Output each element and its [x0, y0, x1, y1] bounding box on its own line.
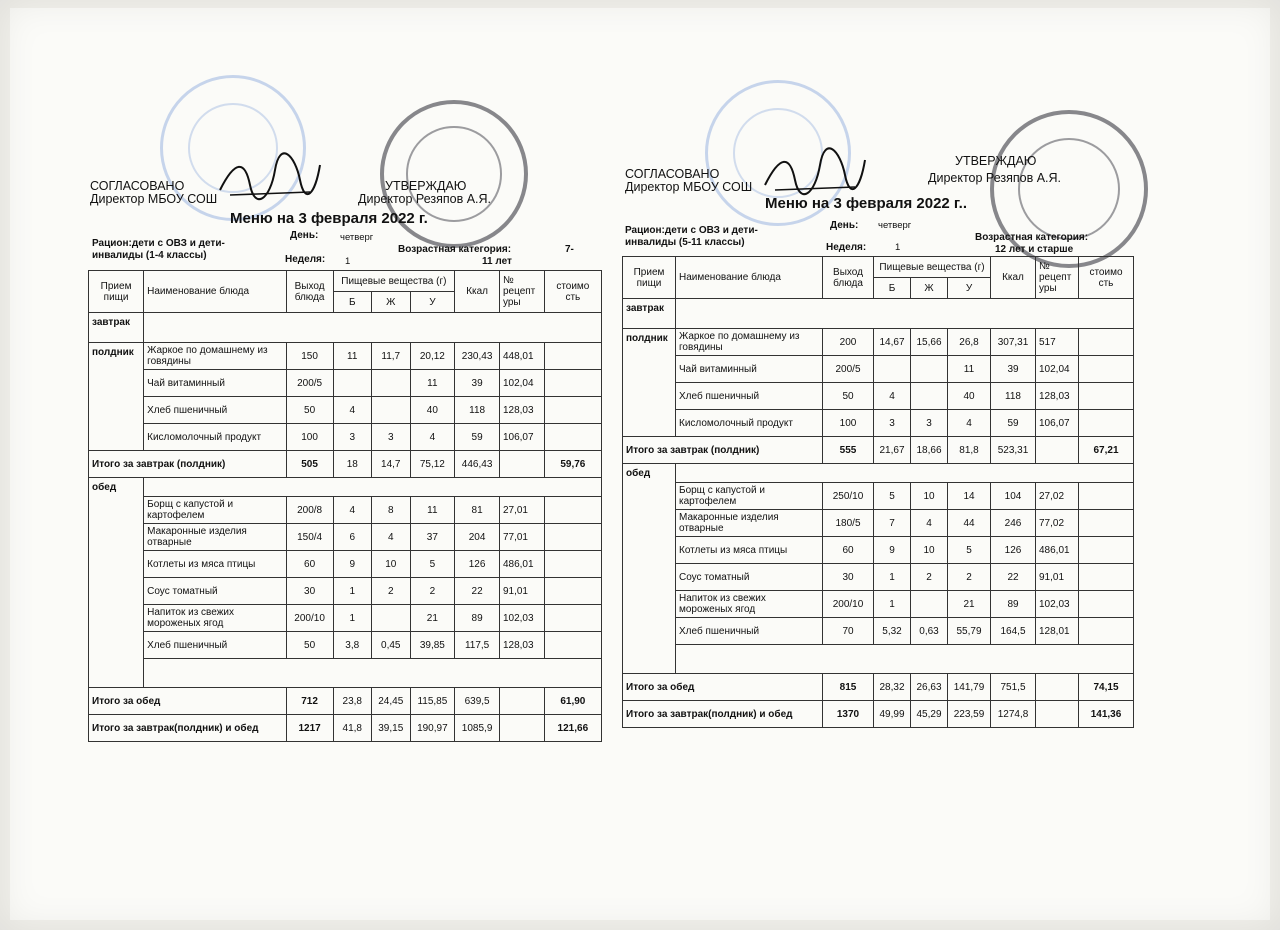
table-row: Макаронные изделия отварные 180/5 7 4 44 246 77,02	[623, 510, 1134, 537]
table-row: Чай витаминный 200/5 11 39 102,04	[623, 356, 1134, 383]
lunch-label: обед	[89, 478, 144, 688]
approved-label: УТВЕРЖДАЮ	[385, 179, 467, 193]
age-label: Возрастная категория:	[398, 244, 512, 255]
table-row: полдник Жаркое по домашнему из говядины 150 11 11,7 20,12 230,43 448,01	[89, 343, 602, 370]
col-b: Б	[874, 278, 911, 299]
table-row: Чай витаминный 200/5 11 39 102,04	[89, 370, 602, 397]
snack-label: полдник	[623, 329, 676, 437]
week-value: 1	[895, 242, 901, 253]
left-menu-table	[88, 270, 602, 742]
breakfast-label: завтрак	[623, 299, 676, 329]
lunch-total-row: Итого за обед 815 28,32 26,63 141,79 751,5 74,15	[623, 674, 1134, 701]
col-recipe: № рецепт уры	[499, 271, 544, 313]
menu-title: Меню на 3 февраля 2022 г.	[230, 210, 428, 227]
col-kcal: Ккал	[455, 271, 500, 313]
dish-name: Жаркое по домашнему из говядины	[144, 343, 287, 370]
col-meal: Прием пищи	[89, 271, 144, 313]
menu-title: Меню на 3 февраля 2022 г..	[765, 195, 968, 212]
table-row: Хлеб пшеничный 50 3,8 0,45 39,85 117,5 128,03	[89, 632, 602, 659]
day-value: четверг	[878, 220, 912, 231]
week-label: Неделя:	[826, 242, 867, 253]
col-u: У	[948, 278, 991, 299]
table-row: Кисломолочный продукт 100 3 3 4 59 106,07	[623, 410, 1134, 437]
col-b: Б	[333, 292, 372, 313]
agreed-label: СОГЛАСОВАНО	[90, 179, 185, 193]
col-u: У	[410, 292, 455, 313]
table-row: Кисломолочный продукт 100 3 3 4 59 106,07	[89, 424, 602, 451]
breakfast-label: завтрак	[89, 313, 144, 343]
ration-label: Рацион:дети с ОВЗ и дети-	[92, 238, 225, 249]
table-row: Котлеты из мяса птицы 60 9 10 5 126 486,01	[623, 537, 1134, 564]
col-dish: Наименование блюда	[144, 271, 287, 313]
ration-label-2: инвалиды (5-11 классы)	[625, 237, 745, 248]
lunch-label-row	[623, 464, 1134, 483]
approved-label: УТВЕРЖДАЮ	[955, 154, 1037, 168]
right-menu-table	[622, 256, 1134, 728]
day-label: День:	[830, 220, 859, 231]
snack-label: полдник	[89, 343, 144, 451]
col-zh: Ж	[911, 278, 948, 299]
col-cost: стоимо сть	[544, 271, 601, 313]
table-row: Хлеб пшеничный 70 5,32 0,63 55,79 164,5 128,01	[623, 618, 1134, 645]
ration-label-2: инвалиды (1-4 классы)	[92, 250, 207, 261]
lunch-label: обед	[623, 464, 676, 674]
col-meal: Прием пищи	[623, 257, 676, 299]
ration-label: Рацион:дети с ОВЗ и дети-	[625, 225, 758, 236]
table-row: Борщ с капустой и картофелем 200/8 4 8 11 81 27,01	[89, 497, 602, 524]
table-row: Борщ с капустой и картофелем 250/10 5 10 14 104 27,02	[623, 483, 1134, 510]
table-row: Соус томатный 30 1 2 2 22 91,01	[623, 564, 1134, 591]
age-value: 7-	[565, 244, 574, 255]
col-nutrients: Пищевые вещества (г)	[874, 257, 991, 278]
table-row: Хлеб пшеничный 50 4 40 118 128,03	[623, 383, 1134, 410]
agreed-label: СОГЛАСОВАНО	[625, 167, 720, 181]
agreed-by: Директор МБОУ СОШ	[625, 180, 753, 194]
table-row: Напиток из свежих мороженых ягод 200/10 1 21 89 102,03	[623, 591, 1134, 618]
col-zh: Ж	[372, 292, 411, 313]
col-yield: Выход блюда	[286, 271, 333, 313]
col-dish: Наименование блюда	[676, 257, 823, 299]
table-row: Соус томатный 30 1 2 2 22 91,01	[89, 578, 602, 605]
day-value: четверг	[340, 232, 374, 243]
breakfast-total-row: Итого за завтрак (полдник) 505 18 14,7 75,12 446,43 59,76	[89, 451, 602, 478]
approved-by: Директор Резяпов А.Я.	[928, 171, 1062, 185]
week-value: 1	[345, 256, 351, 267]
table-row: Напиток из свежих мороженых ягод 200/10 1 21 89 102,03	[89, 605, 602, 632]
day-label: День:	[290, 230, 319, 241]
age-label: Возрастная категория:	[975, 232, 1089, 243]
signature	[215, 150, 325, 210]
table-row: Котлеты из мяса птицы 60 9 10 5 126 486,01	[89, 551, 602, 578]
breakfast-total-row: Итого за завтрак (полдник) 555 21,67 18,66 81,8 523,31 67,21	[623, 437, 1134, 464]
approved-by: Директор Резяпов А.Я.	[358, 192, 492, 206]
breakfast-label-row	[89, 313, 602, 343]
breakfast-label-row	[623, 299, 1134, 329]
header-row	[89, 271, 602, 292]
lunch-total-row: Итого за обед 712 23,8 24,45 115,85 639,5 61,90	[89, 688, 602, 715]
week-label: Неделя:	[285, 254, 326, 265]
grand-total-row: Итого за завтрак(полдник) и обед 1217 41,8 39,15 190,97 1085,9 121,66	[89, 715, 602, 742]
col-kcal: Ккал	[991, 257, 1036, 299]
header-row	[623, 257, 1134, 278]
age-value-2: 11 лет	[482, 256, 512, 267]
lunch-label-row	[89, 478, 602, 497]
grand-total-row: Итого за завтрак(полдник) и обед 1370 49,99 45,29 223,59 1274,8 141,36	[623, 701, 1134, 728]
col-yield: Выход блюда	[823, 257, 874, 299]
table-row: Макаронные изделия отварные 150/4 6 4 37 204 77,01	[89, 524, 602, 551]
col-recipe: № рецепт уры	[1036, 257, 1079, 299]
col-cost: стоимо сть	[1079, 257, 1134, 299]
table-row: Хлеб пшеничный 50 4 40 118 128,03	[89, 397, 602, 424]
table-row: полдник Жаркое по домашнему из говядины 200 14,67 15,66 26,8 307,31 517	[623, 329, 1134, 356]
col-nutrients: Пищевые вещества (г)	[333, 271, 455, 292]
agreed-by: Директор МБОУ СОШ	[90, 192, 218, 206]
age-value: 12 лет и старше	[995, 244, 1074, 255]
